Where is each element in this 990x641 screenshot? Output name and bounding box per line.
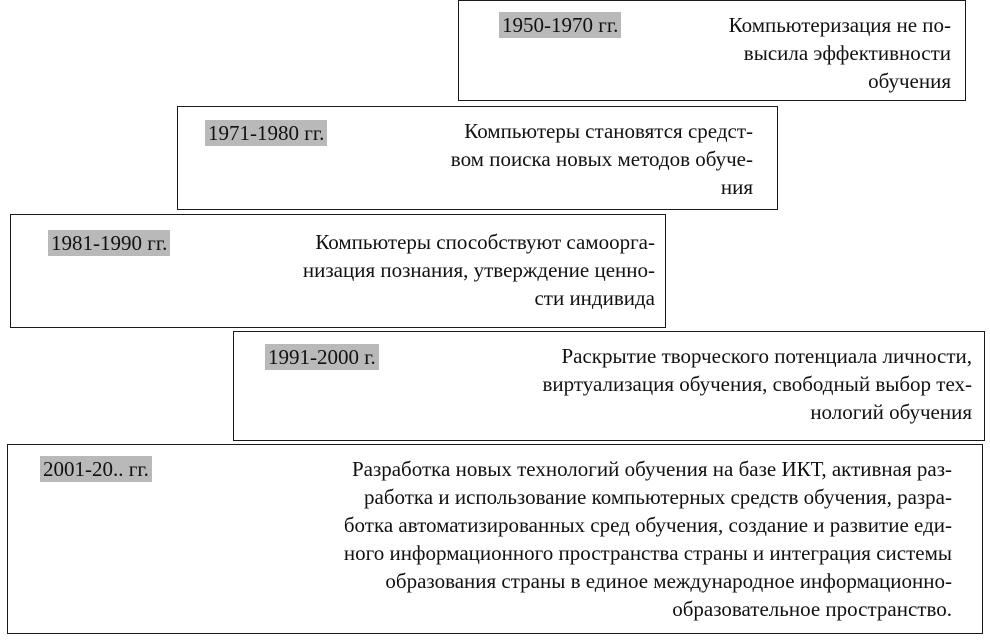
period-label: 1991-2000 г.: [265, 344, 379, 370]
description-line: нологий обучения: [810, 400, 972, 424]
period-description: [452, 342, 972, 426]
period-description: [212, 455, 952, 623]
period-box-1950-1970: [458, 0, 966, 101]
description-line: низация познания, утверждение ценно-: [302, 258, 655, 282]
description-line: Разработка новых технологий обучения на базе ИКТ, активная раз-: [351, 457, 952, 481]
description-line: обучения: [868, 69, 951, 93]
description-line: образовательное пространство.: [672, 597, 952, 621]
description-line: Компьютеры способствуют самоорга-: [315, 230, 655, 254]
period-description: [651, 11, 951, 95]
period-description: [225, 228, 655, 312]
description-line: Компьютеры становятся средст-: [464, 119, 753, 143]
description-line: образования страны в единое международное информационно-: [385, 569, 952, 593]
period-description: [373, 117, 753, 201]
period-box-1991-2000: [233, 331, 985, 441]
period-label: 2001-20.. гг.: [40, 456, 152, 482]
period-label: 1981-1990 гг.: [48, 230, 170, 256]
period-box-1981-1990: [10, 214, 666, 328]
description-line: ния: [720, 175, 753, 199]
period-label: 1971-1980 гг.: [205, 120, 327, 146]
description-line: Раскрытие творческого потенциала личности,: [561, 344, 972, 368]
period-box-1971-1980: [177, 106, 778, 210]
description-line: работка и использование компьютерных средств обучения, разра-: [364, 485, 952, 509]
description-line: виртуализация обучения, свободный выбор тех-: [542, 372, 972, 396]
description-line: ботка автоматизированных сред обучения, создание и развитие еди-: [343, 513, 952, 537]
description-line: ного информационного пространства страны и интеграция системы: [343, 541, 952, 565]
description-line: Компьютеризация не по-: [728, 13, 951, 37]
description-line: высила эффективности: [743, 41, 951, 65]
description-line: вом поиска новых методов обуче-: [450, 147, 753, 171]
period-box-2001-20: [7, 444, 983, 634]
period-label: 1950-1970 гг.: [499, 12, 621, 38]
description-line: сти индивида: [534, 286, 655, 310]
